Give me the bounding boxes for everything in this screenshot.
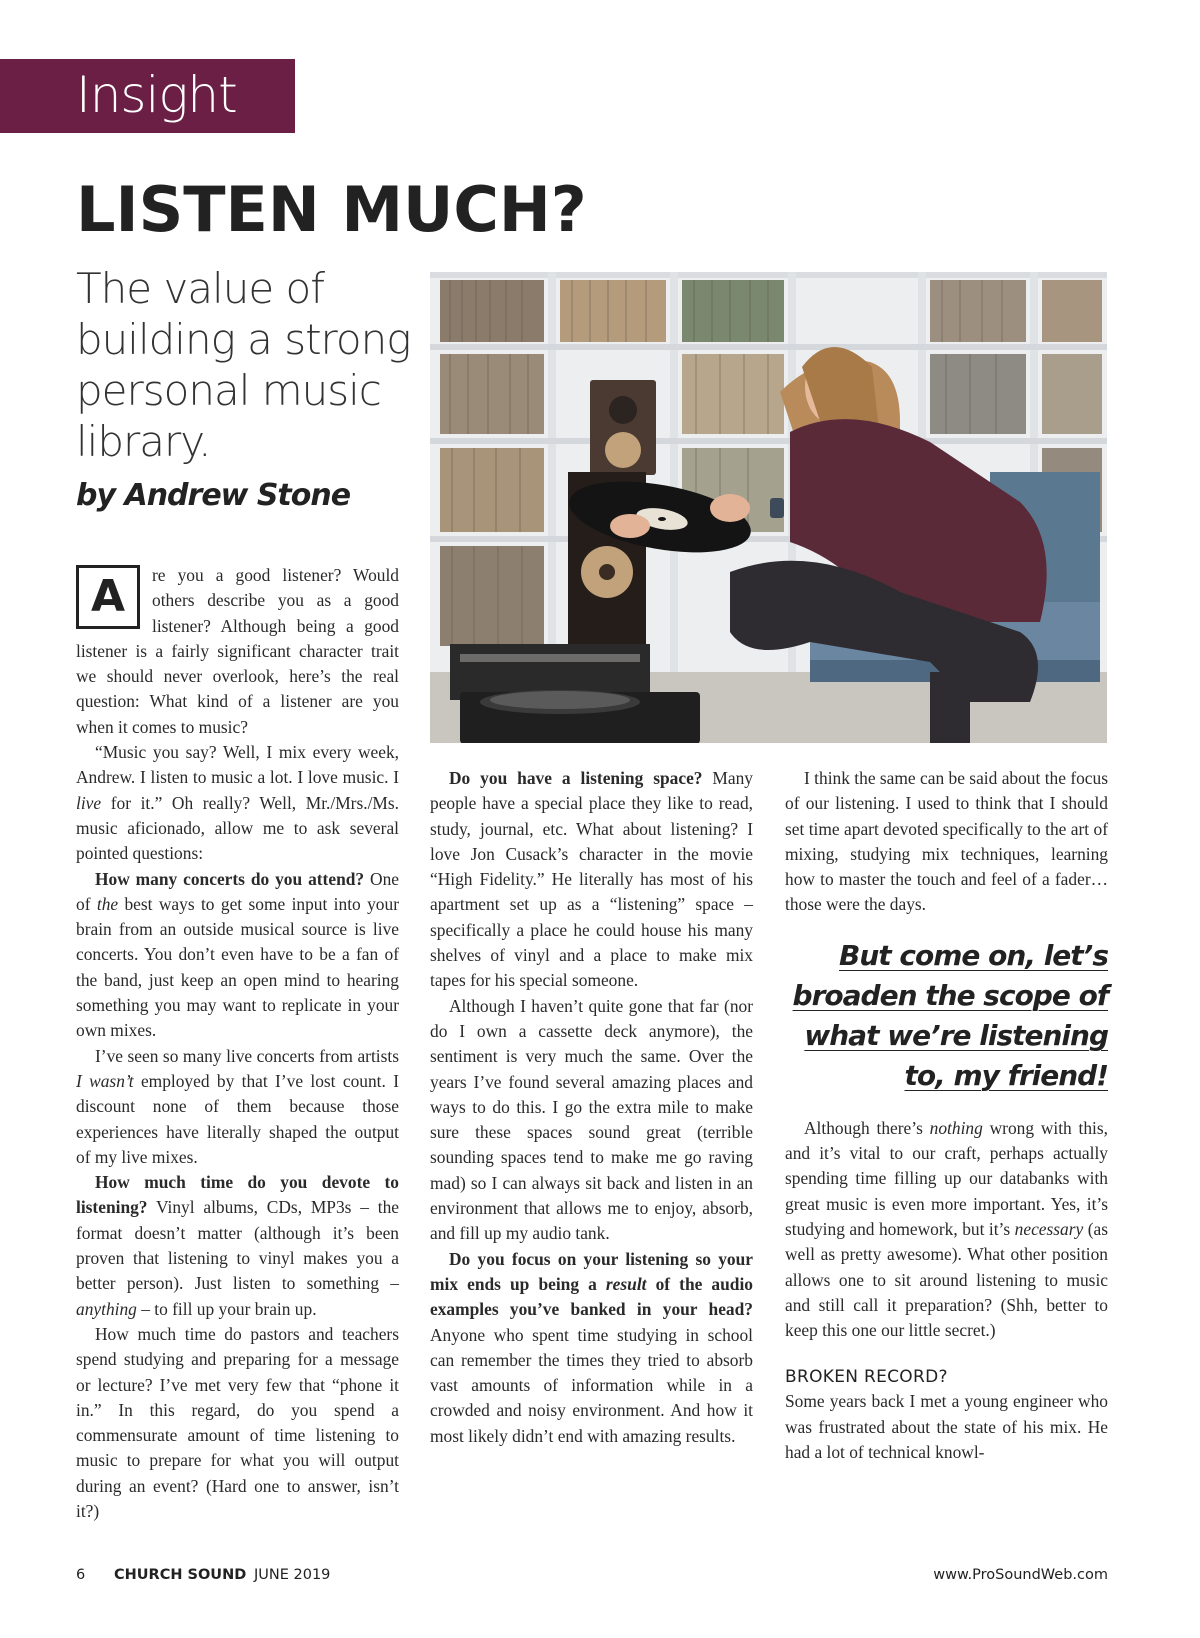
paragraph-text: One of xyxy=(76,868,399,914)
paragraph xyxy=(430,1247,753,1449)
paragraph xyxy=(430,994,753,1247)
headline: LISTEN MUCH? xyxy=(76,173,587,246)
paragraph-text: Many people have a special place they like to read, study, journal, etc. What about listening? I love Jon Cusack’s character in the movie “High Fidelity.” He literally has most of his apartment set up as a “listening” space – specifically a place he could house his many shelves of vinyl and a place to make mix tapes for his special someone. xyxy=(430,768,753,991)
byline: by Andrew Stone xyxy=(76,478,351,513)
emphasis: the xyxy=(96,893,119,914)
paragraph xyxy=(430,766,753,994)
emphasis: live xyxy=(76,792,102,813)
paragraph-text: Some years back I met a young engineer who was frustrated about the state of his mix. He had a lot of technical knowl- xyxy=(785,1391,1108,1463)
paragraph-text: for it.” Oh really? Well, Mr./Mrs./Ms. music aficionado, allow me to ask several pointed questions: xyxy=(76,792,399,864)
paragraph xyxy=(76,1044,399,1170)
article-column-2 xyxy=(430,766,753,1449)
paragraph-text: employed by that I’ve lost count. I discount none of them because those experiences have literally shaped the output of my live mixes. xyxy=(76,1070,399,1167)
paragraph xyxy=(785,766,1108,918)
pull-quote-text: But come on, let’s broaden the scope of what we’re listening to, my friend! xyxy=(792,938,1108,1092)
paragraph xyxy=(785,1389,1108,1465)
paragraph-text: “Music you say? Well, I mix every week, Andrew. I listen to music a lot. I love music. I xyxy=(76,742,399,788)
section-label: Insight xyxy=(76,66,237,124)
question-text: of the audio examples you’ve banked in your head? xyxy=(430,1273,753,1320)
section-banner xyxy=(0,59,295,133)
paragraph xyxy=(785,1116,1108,1344)
question-text: Do you focus on your listening so your mix ends up being a xyxy=(430,1248,753,1294)
paragraph-text: re you a good listener? Would others describe you as a good listener? Although being a good listener is a fairly significant character trait we should never overlook, here’s the real question: What kind of a listener are you when it comes to music? xyxy=(76,565,399,737)
page-footer xyxy=(76,1567,1108,1591)
article-photo xyxy=(430,272,1107,743)
paragraph xyxy=(76,740,399,866)
website-url: www.ProSoundWeb.com xyxy=(933,1567,1108,1583)
emphasis: anything xyxy=(76,1298,137,1319)
paragraph-text: best ways to get some input into your brain from an outside musical source is live concerts. You don’t even have to be a fan of the band, just keep an open mind to hearing something you may want to replicate in your own mixes. xyxy=(76,893,399,1041)
page-number: 6 xyxy=(76,1567,86,1583)
issue-date: JUNE 2019 xyxy=(254,1567,331,1583)
emphasis: nothing xyxy=(929,1117,983,1138)
paragraph-text: I’ve seen so many live concerts from artists xyxy=(95,1045,399,1066)
article-column-3 xyxy=(785,766,1108,1465)
paragraph-text: How much time do pastors and teachers spend studying and preparing for a message or lecture? I’ve met very few that “phone it in.” In this regard, do you spend a commensurate amount of time listening to music to prepare for what you will output during an event? (Hard one to answer, isn’t it?) xyxy=(76,1323,399,1521)
paragraph-text: wrong with this, and it’s vital to our craft, perhaps actually spending time filling up our databanks with great music is even more important. Yes, it’s studying and homework, but it’s xyxy=(785,1117,1109,1239)
section-heading: BROKEN RECORD? xyxy=(785,1367,948,1388)
question-heading: Do you have a listening space? xyxy=(449,768,703,788)
question-heading: How much time do you devote to listening? xyxy=(76,1172,399,1218)
paragraph-text: – to fill up your brain up. xyxy=(136,1298,317,1319)
paragraph-text: Although I haven’t quite gone that far (nor do I own a cassette deck anymore), the sentiment is very much the same. Over the years I’ve found several amazing places and ways to do this. I go the extra mile to make sure these spaces sound great (terrible sounding spaces tend to make me go raving mad) so I can always sit back and listen in an environment that allows me to enjoy, absorb, and fill up my audio tank. xyxy=(430,995,753,1244)
paragraph xyxy=(76,1322,399,1524)
pull-quote xyxy=(785,936,1108,1096)
question-heading xyxy=(430,1249,753,1320)
paragraph-text: I think the same can be said about the focus of our listening. I used to think that I should set time apart devoted specifically to the art of mixing, studying mix techniques, learning how to master the touch and feel of a fader… those were the days. xyxy=(785,768,1108,915)
paragraph xyxy=(76,867,399,1044)
article-column-1 xyxy=(76,563,399,1524)
drop-cap: A xyxy=(76,565,140,629)
paragraph-text: Anyone who spent time studying in school can remember the times they tried to absorb vast amounts of information while in a crowded and noisy environment. And how it most likely didn’t end with amazing results. xyxy=(430,1324,753,1446)
paragraph xyxy=(76,1170,399,1322)
emphasis: necessary xyxy=(1014,1218,1084,1239)
paragraph-text: Although there’s xyxy=(804,1117,930,1138)
emphasis: result xyxy=(605,1273,647,1294)
paragraph-text: (as well as pretty awesome). What other position allows one to sit around listening to music and still call it preparation? (Shh, better to keep this one our little secret.) xyxy=(785,1218,1108,1341)
magazine-name: CHURCH SOUND xyxy=(114,1567,247,1583)
photo-illustration xyxy=(430,272,1107,743)
subtitle: The value of building a strong personal music library. xyxy=(76,264,411,466)
question-heading: How many concerts do you attend? xyxy=(95,868,365,889)
emphasis: I wasn’t xyxy=(76,1070,134,1091)
paragraph-text: Vinyl albums, CDs, MP3s – the format doesn’t matter (although it’s been proven that listening to vinyl makes you a better person). Just listen to something – xyxy=(76,1197,399,1294)
